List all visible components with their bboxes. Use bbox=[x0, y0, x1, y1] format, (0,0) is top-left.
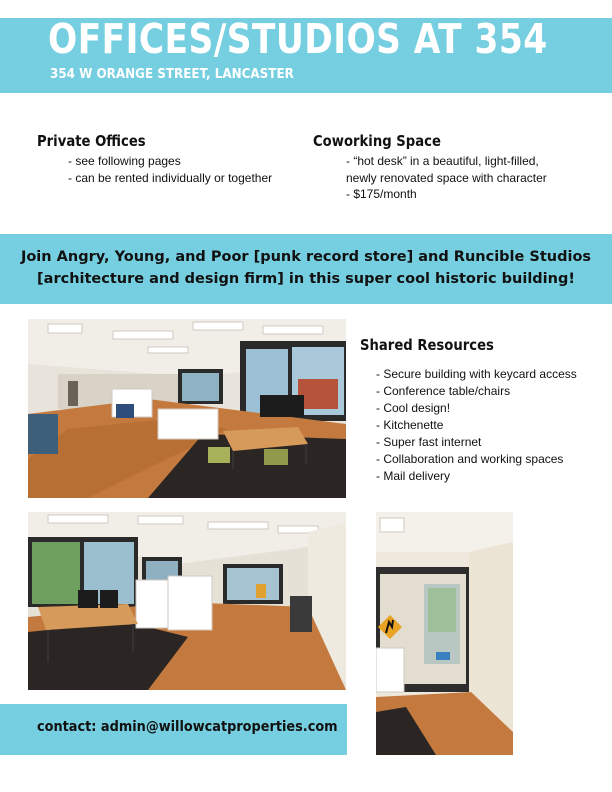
coworking-heading: Coworking Space bbox=[313, 132, 441, 150]
contact-email[interactable]: contact: admin@willowcatproperties.com bbox=[37, 719, 338, 735]
list-item: - see following pages bbox=[68, 154, 181, 168]
private-offices-list bbox=[68, 153, 272, 186]
list-item: - can be rented individually or together bbox=[68, 170, 273, 185]
list-item: newly renovated space with character bbox=[346, 170, 547, 185]
office-photo-secondary bbox=[28, 512, 346, 690]
office-photo-main bbox=[28, 319, 346, 498]
list-item: - Kitchenette bbox=[376, 418, 444, 432]
callout-line: Join Angry, Young, and Poor [punk record store] and Runcible Studios bbox=[20, 249, 592, 265]
shared-resources-heading: Shared Resources bbox=[360, 336, 494, 354]
list-item: - Collaboration and working spaces bbox=[376, 452, 564, 466]
list-item: - Mail delivery bbox=[376, 469, 451, 483]
list-item: - Conference table/chairs bbox=[376, 384, 511, 398]
private-offices-heading: Private Offices bbox=[37, 132, 146, 150]
hallway-photo bbox=[376, 512, 513, 755]
shared-resources-list bbox=[376, 366, 577, 485]
coworking-list bbox=[346, 153, 547, 203]
callout-line: [architecture and design firm] in this super cool historic building! bbox=[37, 271, 575, 287]
list-item: - $175/month bbox=[346, 187, 417, 201]
list-item: - Secure building with keycard access bbox=[376, 367, 577, 381]
page-subtitle: 354 W ORANGE STREET, LANCASTER bbox=[50, 67, 294, 82]
list-item: - Cool design! bbox=[376, 401, 451, 415]
list-item: - Super fast internet bbox=[376, 435, 482, 449]
callout-text bbox=[0, 246, 612, 290]
page-title: OFFICES/STUDIOS AT 354 bbox=[48, 15, 548, 63]
list-item: - “hot desk” in a beautiful, light-filled, bbox=[346, 154, 539, 168]
